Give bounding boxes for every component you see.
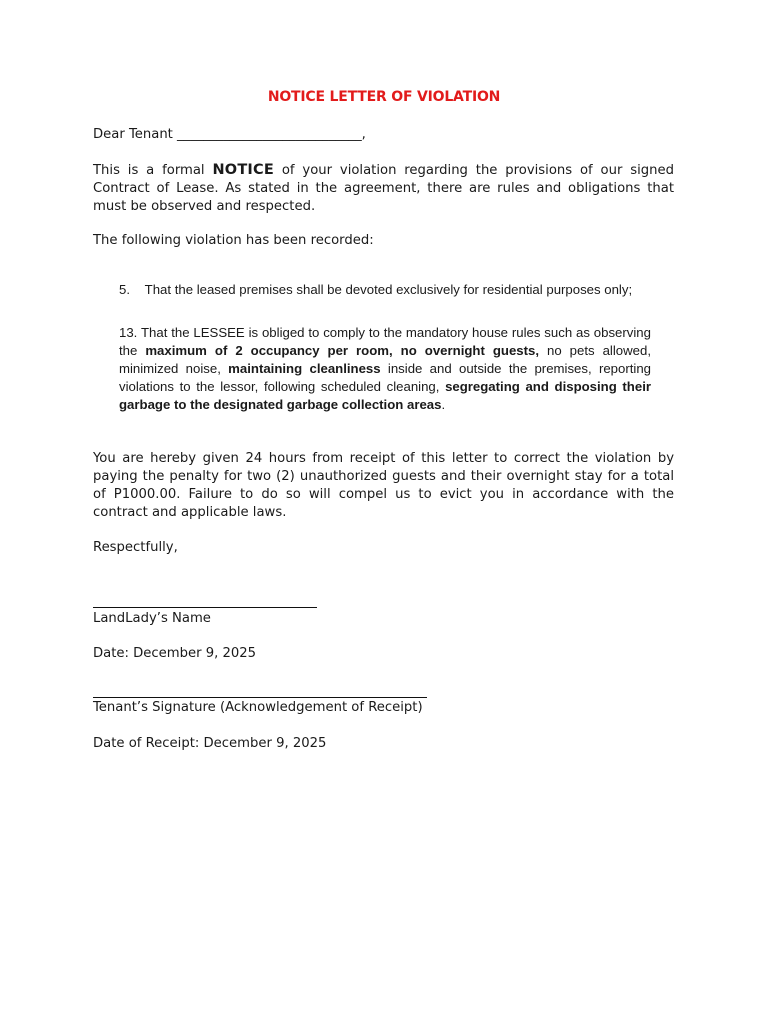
violation-item-13 xyxy=(119,324,651,414)
violation-number: 13. xyxy=(119,325,138,340)
landlady-signature-line xyxy=(93,607,317,608)
violation-bold-segment: maintaining cleanliness xyxy=(228,361,381,376)
violation-segment: . xyxy=(441,397,446,412)
notice-date: Date: December 9, 2025 xyxy=(93,646,257,661)
deadline-paragraph: You are hereby given 24 hours from receipt of this letter to correct the violation by paying the penalty for two (2) unauthorized guests and their overnight stay for a total of P1000.00. Failure to do so will compel us to evict you in accordance with the contract and applicable laws. xyxy=(93,451,674,520)
landlady-name-label: LandLady’s Name xyxy=(93,611,211,626)
intro-paragraph xyxy=(93,161,674,216)
notice-emphasis: NOTICE xyxy=(212,162,274,178)
violation-bold-segment: segregating and disposing their garbage to the designated garbage collection areas xyxy=(119,379,651,412)
document-title: NOTICE LETTER OF VIOLATION xyxy=(267,89,501,105)
violation-segment: no pets allowed, minimized noise, xyxy=(119,343,651,376)
violation-number: 5. xyxy=(119,282,130,297)
violation-segment: inside and outside the premises, reporting violations to the lessor, following scheduled cleaning, xyxy=(119,361,651,394)
closing: Respectfully, xyxy=(93,540,178,555)
violation-item-5 xyxy=(119,281,667,299)
violation-bold-segment: maximum of 2 occupancy per room, no overnight guests, xyxy=(145,343,540,358)
recorded-heading: The following violation has been recorded: xyxy=(93,233,374,248)
salutation: Dear Tenant ____________________________, xyxy=(93,127,366,142)
receipt-date: Date of Receipt: December 9, 2025 xyxy=(93,736,327,751)
tenant-signature-label: Tenant’s Signature (Acknowledgement of Receipt) xyxy=(93,700,423,715)
tenant-signature-line xyxy=(93,697,427,698)
intro-text-after: of your violation regarding the provisions of our signed Contract of Lease. As stated in the agreement, there are rules and obligations that must be observed and respected. xyxy=(93,163,674,214)
intro-text-before: This is a formal xyxy=(93,163,205,178)
violation-segment: That the LESSEE is obliged to comply to the mandatory house rules such as observing the xyxy=(119,325,651,358)
violation-text: That the leased premises shall be devoted exclusively for residential purposes only; xyxy=(144,282,633,297)
